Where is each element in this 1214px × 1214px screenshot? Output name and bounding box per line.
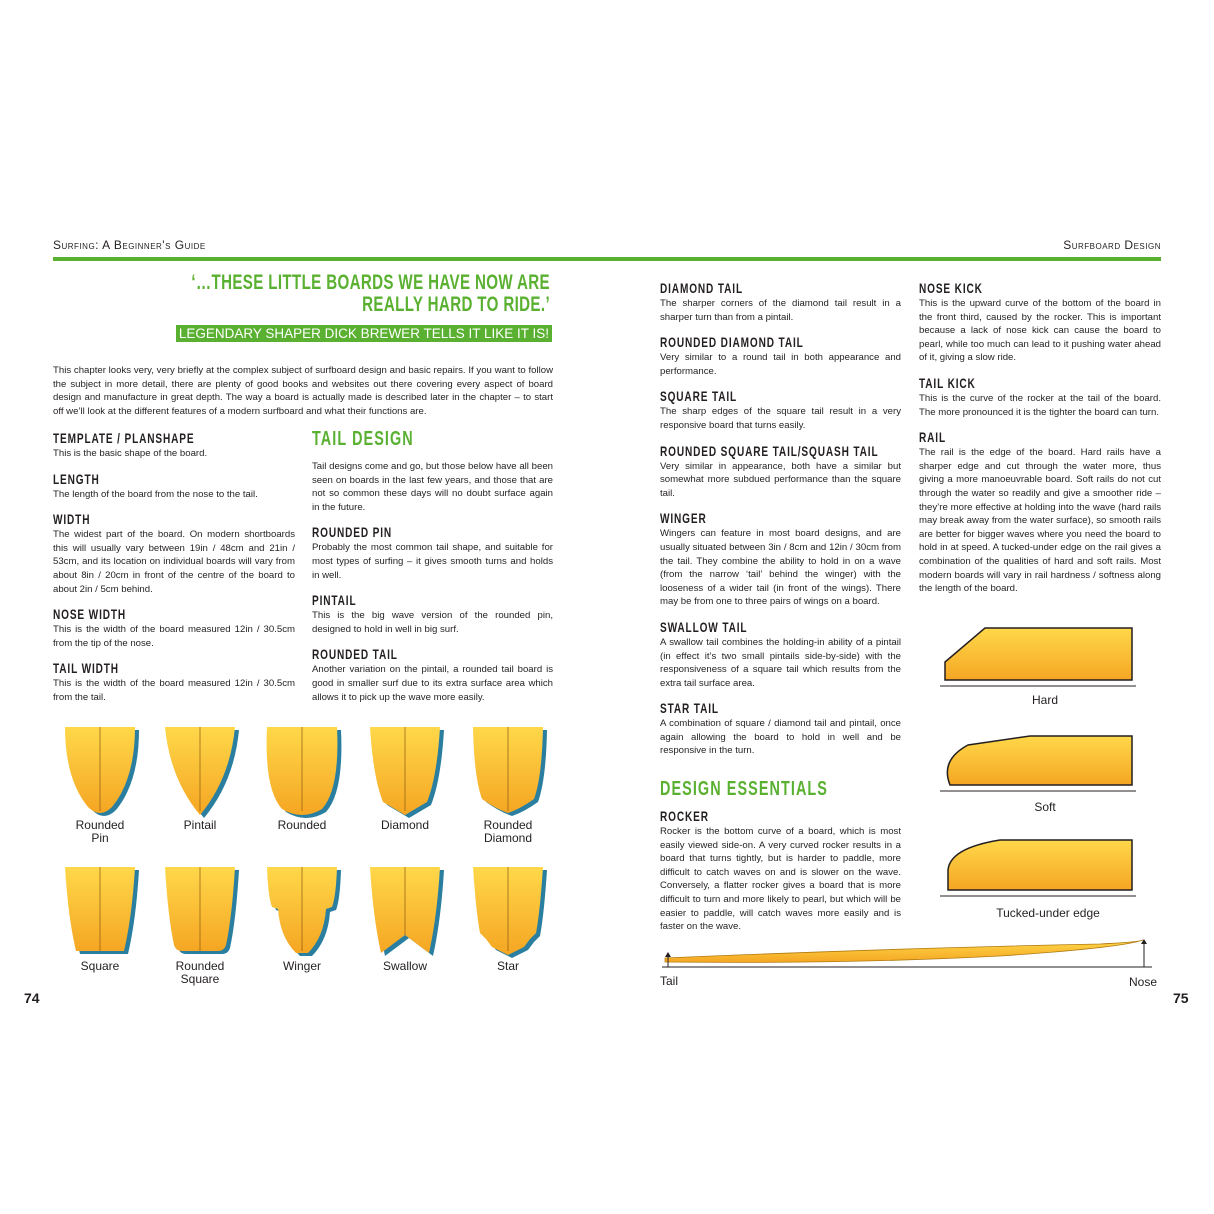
tail-label: [360, 960, 450, 973]
tail-label-line1: Rounded: [277, 818, 327, 832]
quote-line-1: ‘…THESE LITTLE BOARDS WE HAVE NOW ARE: [191, 271, 550, 294]
section-text: Very similar in appearance, both have a similar but somewhat more subdued performance than the square tail.: [660, 460, 901, 499]
right-column: [919, 280, 1161, 596]
intro-paragraph: This chapter looks very, very briefly at the complex subject of surfboard design and basic repairs. If you want to follow the subject in more detail, there are plenty of good books and websites out there covering every aspect of board design and manufacture in great depth. The way a board is actually made is described later in the chapter – to start off we’ll look at the different features of a modern surfboard and what their functions are.: [53, 365, 553, 417]
rail-label-hard: Hard: [1031, 693, 1058, 707]
section-text: Probably the most common tail shape, and suitable for most types of surfing – it gives smooth turns and holds in well.: [312, 542, 553, 581]
page-number-right: 75: [1173, 990, 1189, 1006]
tail-label-line1: Diamond: [380, 818, 430, 832]
section-text: This is the width of the board measured 12in / 30.5cm from the tail.: [53, 678, 295, 703]
tail-label: [55, 819, 145, 845]
rocker-label-nose: Nose: [1129, 975, 1158, 989]
section-text: This is the big wave version of the rounded pin, designed to hold in well in big surf.: [312, 610, 553, 635]
rail-soft-illustration: [940, 736, 1136, 791]
rocker-heading: ROCKER: [660, 808, 709, 824]
tail-label: [257, 819, 347, 832]
tail-label: [463, 960, 553, 973]
section-text: Very similar to a round tail in both appearance and performance.: [660, 352, 901, 377]
tail-label: [55, 960, 145, 973]
rail-label-soft: Soft: [1034, 800, 1056, 814]
tail-label: [155, 960, 245, 986]
section-heading: LENGTH: [53, 470, 100, 487]
section-heading: TAIL KICK: [919, 374, 976, 391]
section-text: The rail is the edge of the board. Hard rails have a sharper edge and cut through the water more, thus giving a more manoeuvrable board. Soft rails do not cut through the water so readily and give a smoother ride – they’re more effective at holding into the wave (hard rails may break away from the water surface), so smooth rails are better for bigger waves where you need the board to hold in at speed. A tucked-under edge on the rail gives a combination of the qualities of hard and soft rails. Most modern boards will vary in rail hardness / softness along the length of the board.: [919, 447, 1161, 595]
tail-label-line2: Diamond: [483, 831, 533, 845]
section-heading: RAIL: [919, 429, 946, 446]
section-text: The length of the board from the nose to the tail.: [53, 488, 258, 500]
section-heading: ROUNDED SQUARE TAIL/SQUASH TAIL: [660, 442, 879, 459]
tail-label-line1: Star: [496, 959, 519, 973]
tail-label-line1: Winger: [282, 959, 321, 973]
rocker-board: [665, 940, 1143, 962]
section-heading: SQUARE TAIL: [660, 388, 738, 405]
section-heading: TAIL WIDTH: [53, 660, 119, 677]
section-heading: DIAMOND TAIL: [660, 280, 743, 296]
section-text: The widest part of the board. On modern shortboards this will usually vary between 19in / 48cm and 21in / 53cm, and its location on individual boards will vary from about 8in / 20cm in front of the centre of the board to about 2in / 5cm behind.: [53, 529, 295, 595]
rocker-text: Rocker is the bottom curve of a board, which is most easily viewed side-on. A very curved rocker results in a board that turns tightly, but is harder to paddle, more difficult to catch waves on and is slower on the wave. Conversely, a flatter rocker gives a board that is more difficult to turn and more likely to pearl, but which will be easier to paddle, will catch waves more easily and is faster on the wave.: [660, 826, 901, 933]
tail-arrow-icon: [665, 952, 671, 957]
section-heading: ROUNDED TAIL: [312, 646, 398, 663]
section-heading: TEMPLATE / PLANSHAPE: [53, 430, 195, 446]
section-text: The sharper corners of the diamond tail result in a sharper turn than from a pintail.: [660, 298, 901, 323]
tail-illustration-rounded-diamond: [473, 727, 547, 816]
tail-label-line1: Rounded: [75, 818, 125, 832]
design-essentials: [660, 778, 901, 934]
section-heading: NOSE KICK: [919, 280, 983, 296]
section-text: The sharp edges of the square tail result in a very responsive board that turns easily.: [660, 406, 901, 431]
running-header-left: Surfing: A Beginner's Guide: [53, 238, 206, 252]
tail-label-line1: Swallow: [382, 959, 427, 973]
tail-label-line1: Pintail: [183, 818, 217, 832]
page-number-left: 74: [24, 990, 40, 1006]
section-text: This is the curve of the rocker at the tail of the board. The more pronounced it is the tighter the board can turn.: [919, 392, 1161, 418]
quote-line-2: REALLY HARD TO RIDE.’: [362, 293, 550, 316]
tail-illustration-winger: [267, 867, 341, 956]
section-heading: ROUNDED PIN: [312, 524, 393, 541]
rail-tucked-illustration: [940, 840, 1136, 896]
tail-label: [155, 819, 245, 832]
tail-illustration-rounded: [267, 727, 342, 818]
section-heading: SWALLOW TAIL: [660, 618, 748, 635]
tail-label: [257, 960, 347, 973]
section-text: This is the basic shape of the board.: [53, 448, 208, 459]
section-heading: NOSE WIDTH: [53, 606, 127, 623]
section-text: Another variation on the pintail, a rounded tail board is good in smaller surf due to its extra surface area which allows it to pick up the wave more easily.: [312, 664, 553, 703]
tail-label-line2: Pin: [91, 831, 109, 845]
section-heading: STAR TAIL: [660, 700, 719, 717]
section-heading: ROUNDED DIAMOND TAIL: [660, 334, 804, 351]
tail-illustration-star: [473, 867, 547, 958]
tail-design-heading: TAIL DESIGN: [312, 428, 414, 450]
tail-illustration-pintail: [165, 727, 239, 818]
section-text: Wingers can feature in most board designs, and are usually situated between 3in / 8cm and 12in / 30cm from the tail. They combine the ability to hold in on a wave (from the narrow ‘tail’ behind the winger) with the looseness of a wider tail (in front of the wings). There may be from one to three pairs of wings on a board.: [660, 528, 901, 608]
tail-design-intro: Tail designs come and go, but those below have all been seen on boards in the last few years, and those that are not so common these days will no doubt surface again in the future.: [312, 461, 553, 513]
design-essentials-heading: DESIGN ESSENTIALS: [660, 778, 828, 800]
tail-label: [463, 819, 553, 845]
rail-label-tucked: Tucked-under edge: [996, 906, 1100, 920]
section-text: A swallow tail combines the holding-in ability of a pintail (in effect it’s two small pintails side-by-side) with the responsiveness of a square tail which results from the extra tail surface area.: [660, 636, 901, 689]
rail-hard-illustration: [940, 628, 1136, 686]
section-text: This is the width of the board measured 12in / 30.5cm from the tip of the nose.: [53, 624, 295, 649]
quote-attribution: LEGENDARY SHAPER DICK BREWER TELLS IT LIKE IT IS!: [176, 325, 552, 342]
section-heading: WINGER: [660, 510, 707, 527]
section-text: A combination of square / diamond tail and pintail, once again allowing the board to hold in well and be responsive in the turn.: [660, 718, 901, 757]
tail-label-line1: Square: [80, 959, 120, 973]
section-text: This is the upward curve of the bottom of the board in the front third, caused by the rocker. This is important because a lack of nose kick can cause the board to pearl, while too much can lead to it pushing water ahead of it, giving a slow ride.: [919, 298, 1161, 364]
section-heading: WIDTH: [53, 511, 91, 528]
tail-illustration-swallow: [370, 867, 444, 956]
section-heading: PINTAIL: [312, 592, 357, 609]
tail-illustration-rounded-square: [165, 867, 239, 954]
nose-arrow-icon: [1141, 939, 1147, 944]
rocker-label-tail: Tail: [660, 974, 679, 988]
tail-illustration-diamond: [370, 727, 444, 818]
tail-label-line1: Rounded: [175, 959, 225, 973]
tail-label-line1: Rounded: [483, 818, 533, 832]
tail-illustration-rounded-pin: [65, 727, 139, 816]
running-header-right: Surfboard Design: [1063, 238, 1161, 252]
tail-illustration-square: [65, 867, 139, 954]
middle-column: [660, 280, 901, 758]
tail-label: [360, 819, 450, 832]
tail-label-line2: Square: [180, 972, 220, 986]
